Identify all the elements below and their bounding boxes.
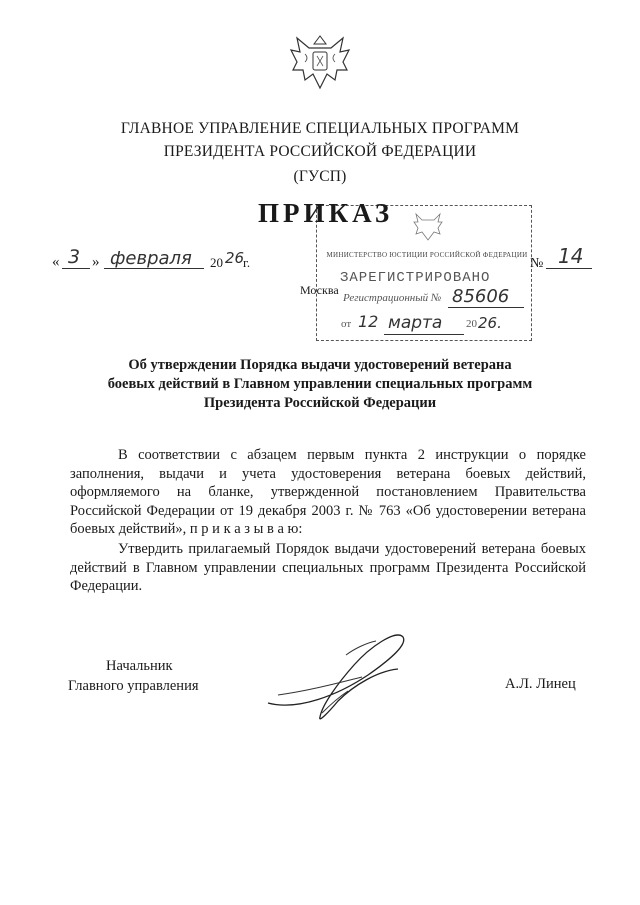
order-number-sign: № — [530, 256, 544, 271]
order-number-line — [546, 268, 592, 269]
heading-line2: боевых действий в Главном управлении специальных программ — [107, 376, 533, 392]
date-year-prefix: 20 — [210, 255, 223, 270]
stamp-reg-number-line — [448, 307, 524, 308]
org-abbreviation: (ГУСП) — [293, 168, 347, 185]
stamp-from-year-prefix: 20 — [466, 318, 477, 330]
stamp-reg-label: Регистрационный № — [343, 292, 442, 304]
stamp-reg-number: 85606 — [452, 286, 510, 307]
date-month-line — [104, 268, 204, 269]
paragraph-2: Утвердить прилагаемый Порядок выдачи удостоверений ветерана боевых действий в Главном управлении специальных программ Президента Российской Федерации. — [70, 541, 586, 594]
signature-role-line2: Главного управления — [68, 678, 199, 694]
document-heading — [100, 356, 540, 413]
stamp-from-year-suffix: 26. — [478, 314, 502, 332]
coat-of-arms-emblem — [287, 30, 353, 98]
date-year-unit: г. — [243, 255, 251, 270]
order-number: 14 — [558, 244, 584, 268]
stamp-from-day: 12 — [358, 312, 379, 331]
date-day: 3 — [68, 246, 81, 268]
order-title: ПРИКАЗ — [258, 198, 394, 228]
stamp-from-month-line — [384, 334, 464, 335]
org-name-line1: ГЛАВНОЕ УПРАВЛЕНИЕ СПЕЦИАЛЬНЫХ ПРОГРАММ — [120, 120, 520, 137]
city: Москва — [300, 283, 339, 297]
handwritten-signature — [258, 625, 418, 725]
date-day-line — [62, 268, 90, 269]
paragraph-1-order: п р и к а з ы в а ю: — [189, 521, 303, 537]
org-name-line2: ПРЕЗИДЕНТА РОССИЙСКОЙ ФЕДЕРАЦИИ — [163, 143, 477, 160]
signature-role-line1: Начальник — [106, 658, 173, 674]
signatory-name: А.Л. Линец — [505, 676, 576, 692]
heading-line3: Президента Российской Федерации — [203, 395, 437, 411]
stamp-from-month: марта — [388, 313, 443, 333]
heading-line1: Об утверждении Порядка выдачи удостоверений ветерана — [128, 357, 512, 373]
stamp-emblem-icon — [412, 210, 444, 246]
signature-role — [68, 656, 199, 696]
stamp-registered: ЗАРЕГИСТРИРОВАНО — [340, 270, 491, 286]
paragraph-1 — [70, 446, 586, 539]
stamp-from-label: от — [341, 318, 352, 330]
date-year-suffix: 26 — [225, 249, 245, 267]
date-month: февраля — [110, 248, 192, 269]
date-close-quote: » — [92, 254, 100, 270]
stamp-ministry: МИНИСТЕРСТВО ЮСТИЦИИ РОССИЙСКОЙ ФЕДЕРАЦИИ — [326, 251, 528, 259]
paragraph-1-main: В соответствии с абзацем первым пункта 2 инструкции о порядке заполнения, выдачи и учета удостоверения ветерана боевых действий, оформляемого на бланке, утвержденной постановлением Правительства Российской Федерации от 19 декабря 2003 г. № 763 «Об удостоверении ветерана боевых действий», — [70, 447, 586, 537]
date-open-quote: « — [52, 254, 60, 270]
